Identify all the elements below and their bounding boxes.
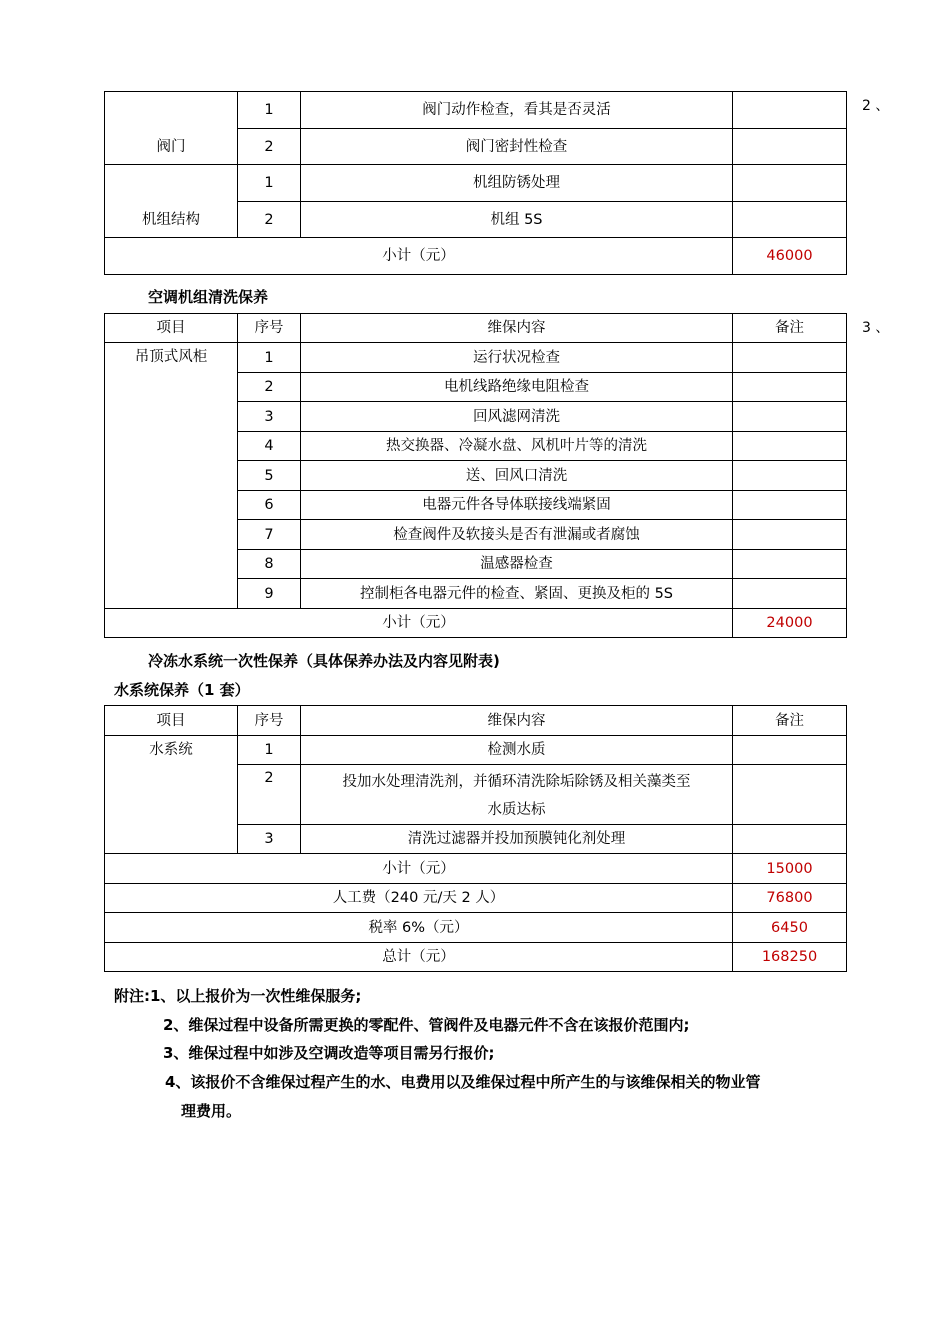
subtotal-label: 小计（元） [105, 238, 733, 275]
seq-cell: 1 [238, 736, 301, 765]
subtotal-value: 24000 [733, 609, 847, 638]
seq-cell: 9 [238, 579, 301, 609]
note-line-4: 4、该报价不含维保过程产生的水、电费用以及维保过程中所产生的与该维保相关的物业管 [165, 1073, 761, 1091]
subtotal-value: 15000 [733, 854, 847, 884]
labor-cost-value: 76800 [733, 884, 847, 913]
header-item: 项目 [105, 314, 238, 343]
seq-cell: 2 [238, 202, 301, 238]
remark-cell [733, 765, 847, 825]
section-title-water-system: 水系统保养（1 套） [114, 681, 250, 699]
header-remark: 备注 [733, 706, 847, 736]
content-cell: 温感器检查 [301, 550, 733, 579]
content-cell: 检测水质 [301, 736, 733, 765]
ahu-cleaning-table [104, 313, 847, 638]
tax-value: 6450 [733, 913, 847, 943]
content-cell: 运行状况检查 [301, 343, 733, 373]
remark-cell [733, 129, 847, 165]
header-seq: 序号 [238, 706, 301, 736]
content-cell: 阀门动作检查，看其是否灵活 [301, 92, 733, 129]
content-cell: 清洗过滤器并投加预膜钝化剂处理 [301, 825, 733, 854]
remark-cell [733, 520, 847, 550]
remark-cell [733, 202, 847, 238]
remark-cell [733, 402, 847, 432]
seq-cell: 2 [238, 129, 301, 165]
subtotal-label: 小计（元） [105, 609, 733, 638]
total-label: 总计（元） [105, 943, 733, 972]
section-marker-2: 2 、 [862, 98, 890, 114]
valve-structure-table [104, 91, 847, 275]
seq-cell: 2 [238, 765, 301, 825]
content-cell: 控制柜各电器元件的检查、紧固、更换及柜的 5S [301, 579, 733, 609]
item-cell: 吊顶式风柜 [105, 343, 238, 609]
header-content: 维保内容 [301, 706, 733, 736]
content-cell: 回风滤网清洗 [301, 402, 733, 432]
header-item: 项目 [105, 706, 238, 736]
seq-cell: 1 [238, 92, 301, 129]
section-title-chilled-water: 冷冻水系统一次性保养（具体保养办法及内容见附表) [148, 652, 500, 670]
content-line: 投加水处理清洗剂，并循环清洗除垢除锈及相关藻类至 [342, 774, 691, 790]
seq-cell: 4 [238, 432, 301, 461]
remark-cell [733, 491, 847, 520]
seq-cell: 7 [238, 520, 301, 550]
section-title-ahu: 空调机组清洗保养 [148, 288, 269, 306]
note-line-1: 附注:1、以上报价为一次性维保服务; [114, 987, 362, 1005]
content-cell: 热交换器、冷凝水盘、风机叶片等的清洗 [301, 432, 733, 461]
total-value: 168250 [733, 943, 847, 972]
seq-cell: 1 [238, 165, 301, 202]
remark-cell [733, 461, 847, 491]
note-line-4-cont: 理费用。 [181, 1102, 242, 1120]
note-line-2: 2、维保过程中设备所需更换的零配件、管阀件及电器元件不含在该报价范围内; [163, 1016, 690, 1034]
content-cell: 机组防锈处理 [301, 165, 733, 202]
seq-cell: 1 [238, 343, 301, 373]
seq-cell: 8 [238, 550, 301, 579]
remark-cell [733, 92, 847, 129]
subtotal-value: 46000 [733, 238, 847, 275]
seq-cell: 6 [238, 491, 301, 520]
content-cell: 电机线路绝缘电阻检查 [301, 373, 733, 402]
header-remark: 备注 [733, 314, 847, 343]
remark-cell [733, 343, 847, 373]
seq-cell: 5 [238, 461, 301, 491]
section-marker-3: 3 、 [862, 320, 890, 336]
remark-cell [733, 736, 847, 765]
labor-cost-label: 人工费（240 元/天 2 人） [105, 884, 733, 913]
remark-cell [733, 825, 847, 854]
remark-cell [733, 550, 847, 579]
tax-label: 税率 6%（元） [105, 913, 733, 943]
content-cell: 送、回风口清洗 [301, 461, 733, 491]
content-cell: 阀门密封性检查 [301, 129, 733, 165]
item-cell: 水系统 [105, 736, 238, 854]
seq-cell: 3 [238, 402, 301, 432]
item-cell: 机组结构 [105, 165, 238, 238]
remark-cell [733, 165, 847, 202]
subtotal-label: 小计（元） [105, 854, 733, 884]
content-cell: 电器元件各导体联接线端紧固 [301, 491, 733, 520]
water-system-table [104, 705, 847, 972]
header-seq: 序号 [238, 314, 301, 343]
header-content: 维保内容 [301, 314, 733, 343]
item-cell: 阀门 [105, 92, 238, 165]
content-cell: 机组 5S [301, 202, 733, 238]
remark-cell [733, 579, 847, 609]
note-line-3: 3、维保过程中如涉及空调改造等项目需另行报价; [163, 1044, 495, 1062]
remark-cell [733, 432, 847, 461]
content-line: 水质达标 [487, 802, 546, 818]
content-cell [301, 765, 733, 825]
seq-cell: 3 [238, 825, 301, 854]
seq-cell: 2 [238, 373, 301, 402]
content-cell: 检查阀件及软接头是否有泄漏或者腐蚀 [301, 520, 733, 550]
remark-cell [733, 373, 847, 402]
